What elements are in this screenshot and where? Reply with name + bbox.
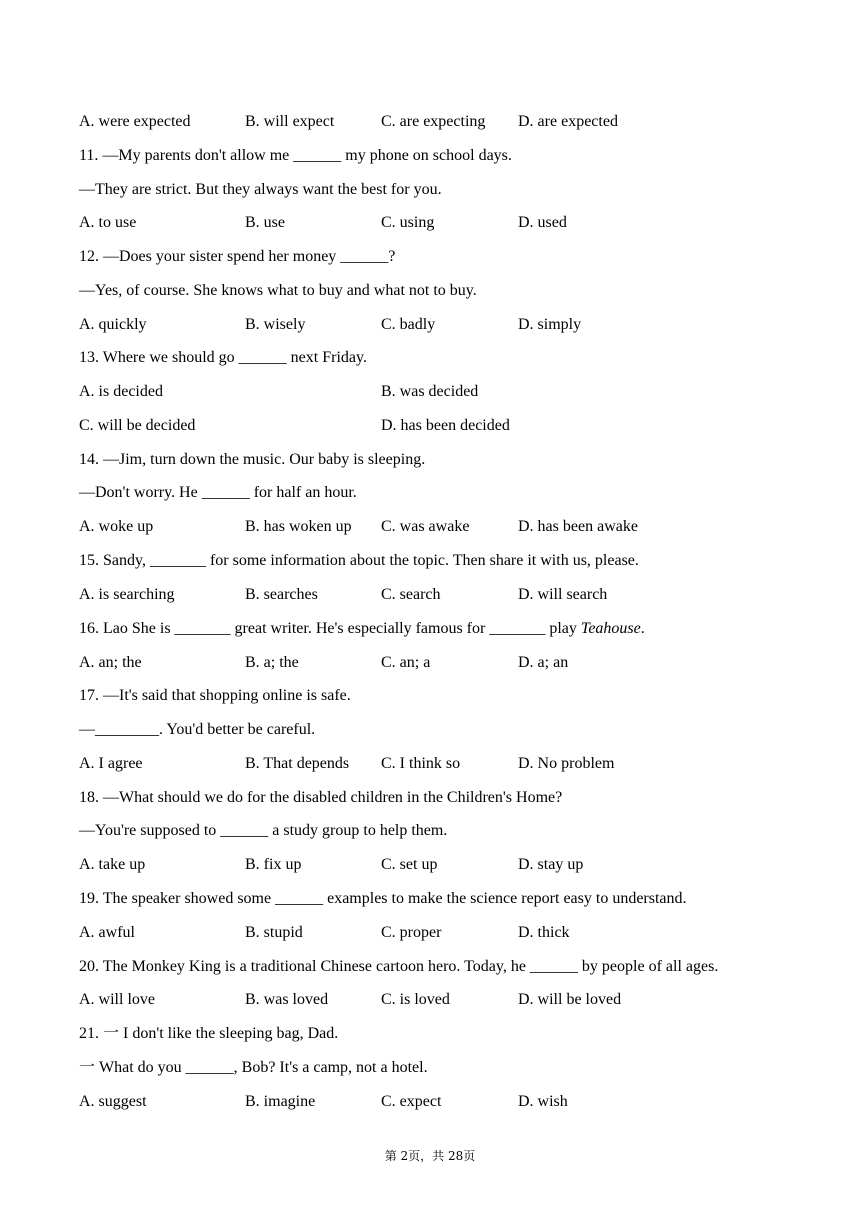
q14-stem: 14. —Jim, turn down the music. Our baby is sleeping. [79, 451, 426, 468]
option-d: D. simply [518, 316, 582, 333]
q20-stem: 20. The Monkey King is a traditional Chinese cartoon hero. Today, he ______ by people of all ages. [79, 958, 719, 975]
option-a: A. were expected [79, 113, 191, 130]
option-d: D. are expected [518, 113, 618, 130]
option-c: C. search [381, 586, 441, 603]
option-a: A. awful [79, 924, 135, 941]
option-d: D. a; an [518, 654, 569, 671]
q21-reply: 一 What do you ______, Bob? It's a camp, not a hotel. [79, 1059, 428, 1076]
option-d: D. used [518, 214, 567, 231]
q18-reply: —You're supposed to ______ a study group to help them. [79, 822, 448, 839]
option-d: D. wish [518, 1093, 568, 1110]
option-a: A. woke up [79, 518, 154, 535]
q11-reply: —They are strict. But they always want the best for you. [79, 181, 442, 198]
option-c: C. an; a [381, 654, 431, 671]
option-c: C. I think so [381, 755, 461, 772]
q18-stem: 18. —What should we do for the disabled children in the Children's Home? [79, 789, 563, 806]
q12-reply: —Yes, of course. She knows what to buy and what not to buy. [79, 282, 477, 299]
option-b: B. stupid [245, 924, 303, 941]
q13-stem: 13. Where we should go ______ next Friday. [79, 349, 367, 366]
option-a: A. take up [79, 856, 146, 873]
option-b: B. searches [245, 586, 318, 603]
option-c: C. expect [381, 1093, 442, 1110]
option-b: B. That depends [245, 755, 350, 772]
option-c: C. was awake [381, 518, 470, 535]
q14-reply: —Don't worry. He ______ for half an hour. [79, 484, 357, 501]
option-d: D. will be loved [518, 991, 622, 1008]
option-b: B. will expect [245, 113, 335, 130]
option-d: D. stay up [518, 856, 584, 873]
q16-stem-end: . [640, 620, 645, 637]
option-a: A. suggest [79, 1093, 147, 1110]
q21-stem: 21. 一 I don't like the sleeping bag, Dad. [79, 1025, 339, 1042]
option-c: C. will be decided [79, 417, 196, 434]
q15-stem: 15. Sandy, _______ for some information about the topic. Then share it with us, please. [79, 552, 639, 569]
q16-play-title: Teahouse [580, 620, 641, 637]
option-d: D. will search [518, 586, 608, 603]
q16-stem [79, 617, 645, 641]
q11-stem: 11. —My parents don't allow me ______ my phone on school days. [79, 147, 512, 164]
option-c: C. are expecting [381, 113, 486, 130]
option-b: B. imagine [245, 1093, 316, 1110]
q12-stem: 12. —Does your sister spend her money ______? [79, 248, 396, 265]
option-b: B. a; the [245, 654, 299, 671]
option-a: A. I agree [79, 755, 143, 772]
option-d: D. has been awake [518, 518, 638, 535]
q17-stem: 17. —It's said that shopping online is safe. [79, 687, 351, 704]
option-b: B. has woken up [245, 518, 352, 535]
option-d: D. has been decided [381, 417, 510, 434]
option-a: A. is searching [79, 586, 175, 603]
option-b: B. use [245, 214, 285, 231]
q19-stem: 19. The speaker showed some ______ examples to make the science report easy to understand. [79, 890, 687, 907]
option-a: A. an; the [79, 654, 142, 671]
option-d: D. thick [518, 924, 570, 941]
option-a: A. will love [79, 991, 155, 1008]
option-a: A. quickly [79, 316, 147, 333]
q16-stem-text: 16. Lao She is _______ great writer. He's especially famous for _______ play [79, 620, 581, 637]
option-b: B. fix up [245, 856, 302, 873]
option-c: C. badly [381, 316, 436, 333]
option-d: D. No problem [518, 755, 615, 772]
q17-reply: —________. You'd better be careful. [79, 721, 316, 738]
option-c: C. set up [381, 856, 438, 873]
option-b: B. was loved [245, 991, 329, 1008]
option-a: A. is decided [79, 383, 163, 400]
option-b: B. was decided [381, 383, 479, 400]
page-number-footer: 第 2页，共 28页 [384, 1149, 476, 1163]
option-c: C. using [381, 214, 435, 231]
option-c: C. is loved [381, 991, 450, 1008]
option-b: B. wisely [245, 316, 306, 333]
option-c: C. proper [381, 924, 442, 941]
option-a: A. to use [79, 214, 137, 231]
